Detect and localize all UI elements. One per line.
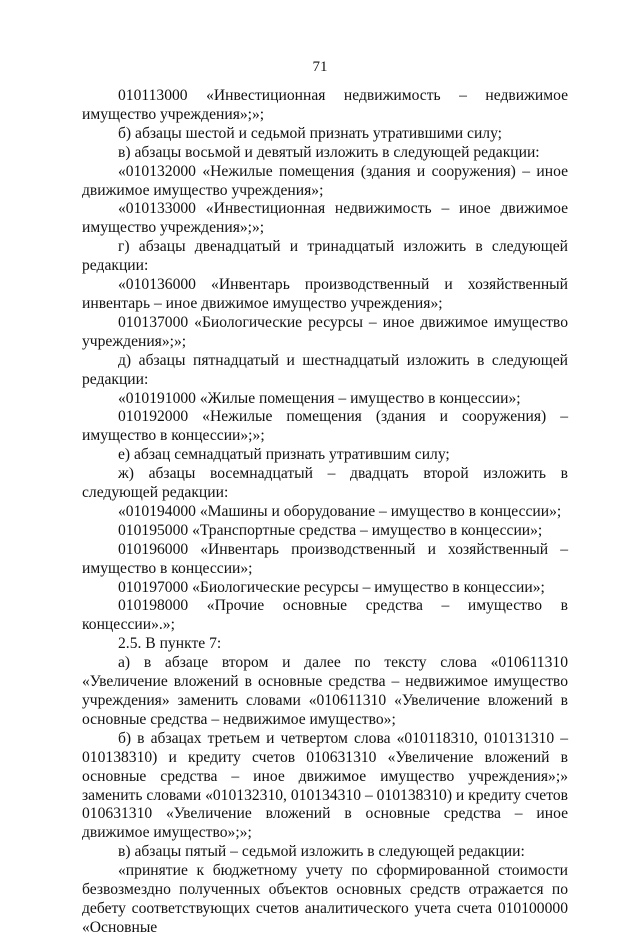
paragraph: «010133000 «Инвестиционная недвижимость – иное движимое имущество учреждения»;»; bbox=[82, 200, 568, 237]
paragraph: «010132000 «Нежилые помещения (здания и сооружения) – иное движимое имущество учреждения»; bbox=[82, 162, 568, 199]
paragraph: г) абзацы двенадцатый и тринадцатый изложить в следующей редакции: bbox=[82, 238, 568, 275]
paragraph: «010136000 «Инвентарь производственный и хозяйственный инвентарь – иное движимое имущество учреждения»; bbox=[82, 276, 568, 312]
document-body bbox=[82, 87, 568, 938]
paragraph: е) абзац семнадцатый признать утратившим силу; bbox=[118, 446, 450, 464]
paragraph: а) в абзаце втором и далее по тексту слова «010611310 «Увеличение вложений в основные средства – недвижимое имущество учреждения» заменить словами «010611310 «Увеличение вложений в основные средства – недвижимое имущество»; bbox=[82, 654, 568, 728]
paragraph: 010196000 «Инвентарь производственный и хозяйственный – имущество в концессии»; bbox=[82, 540, 568, 577]
paragraph: «010194000 «Машины и оборудование – имущество в концессии»; bbox=[118, 502, 562, 520]
paragraph: 010195000 «Транспортные средства – имущество в концессии»; bbox=[118, 521, 543, 539]
paragraph: «010191000 «Жилые помещения – имущество в концессии»; bbox=[118, 389, 521, 407]
paragraph: 010197000 «Биологические ресурсы – имущество в концессии»; bbox=[118, 578, 545, 596]
paragraph: д) абзацы пятнадцатый и шестнадцатый изложить в следующей редакции: bbox=[82, 351, 568, 388]
paragraph: ж) абзацы восемнадцатый – двадцать второй изложить в следующей редакции: bbox=[82, 465, 568, 502]
paragraph: 2.5. В пункте 7: bbox=[118, 635, 222, 653]
paragraph: «принятие к бюджетному учету по сформированной стоимости безвозмездно полученных объектов основных средств отражается по дебету соответствующих счетов аналитического учета счета 010100000 «Основные bbox=[82, 862, 568, 936]
page-number: 71 bbox=[312, 59, 328, 75]
paragraph: 010137000 «Биологические ресурсы – иное движимое имущество учреждения»;»; bbox=[82, 313, 568, 350]
paragraph: б) абзацы шестой и седьмой признать утратившими силу; bbox=[118, 124, 503, 142]
paragraph: в) абзацы восьмой и девятый изложить в следующей редакции: bbox=[118, 143, 540, 161]
paragraph: 010113000 «Инвестиционная недвижимость – недвижимое имущество учреждения»;»; bbox=[82, 87, 568, 123]
paragraph: б) в абзацах третьем и четвертом слова «010118310, 010131310 – 010138310) и кредиту счетов 010631310 «Увеличение вложений в основные средства – иное движимое имущество учреждения»;» заменить словами «010132310, 010134310 – 010138310) и кредиту счетов 010631310 «Увеличение вложений в основные средства – иное движимое имущество»;»; bbox=[82, 729, 568, 842]
paragraph: 010192000 «Нежилые помещения (здания и сооружения) – имущество в концессии»;»; bbox=[82, 408, 568, 445]
paragraph: в) абзацы пятый – седьмой изложить в следующей редакции: bbox=[118, 843, 525, 861]
paragraph: 010198000 «Прочие основные средства – имущество в концессии».»; bbox=[82, 597, 568, 634]
